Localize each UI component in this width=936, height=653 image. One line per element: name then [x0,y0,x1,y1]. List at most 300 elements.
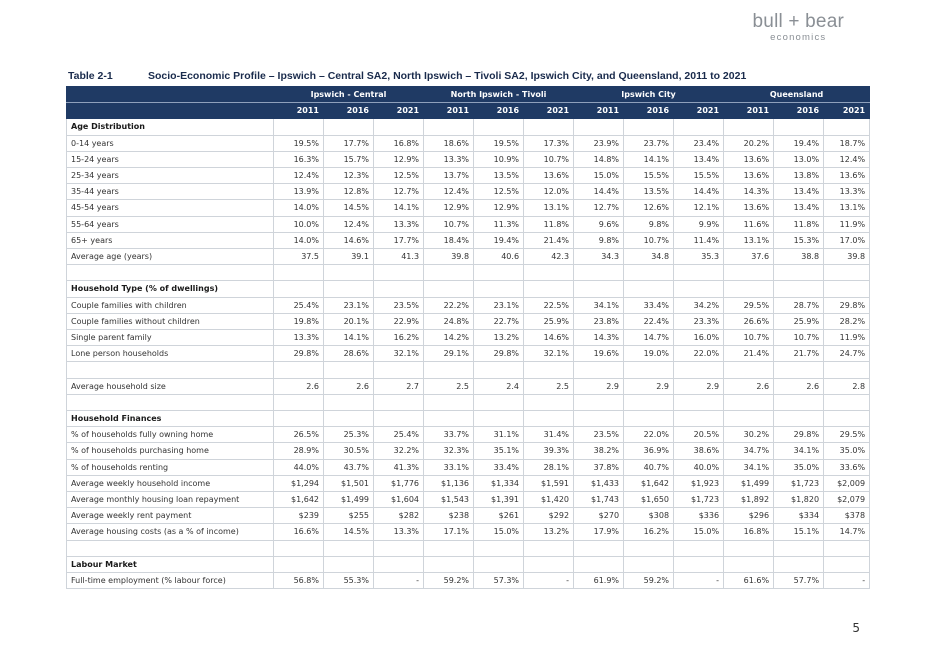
table-cell [824,540,870,556]
table-cell [324,119,374,135]
table-cell [724,281,774,297]
table-row [67,427,870,443]
table-cell [524,556,574,572]
year-header: 2011 [724,103,774,119]
table-cell: 13.3% [424,151,474,167]
table-cell: 33.1% [424,459,474,475]
table-cell: 17.0% [824,232,870,248]
table-cell: 13.6% [824,168,870,184]
table-cell: 11.9% [824,216,870,232]
row-label: % of households renting [67,459,274,475]
table-cell: 23.3% [674,313,724,329]
table-cell [574,411,624,427]
table-cell: 61.6% [724,573,774,589]
table-cell: 9.8% [574,232,624,248]
table-cell: 13.9% [274,184,324,200]
table-cell: 2.5 [424,378,474,394]
table-cell [474,394,524,410]
table-row [67,135,870,151]
table-cell: $282 [374,508,424,524]
table-cell [624,540,674,556]
table-cell: $1,501 [324,475,374,491]
row-label: Average household size [67,378,274,394]
table-cell [524,411,574,427]
table-cell: 12.4% [274,168,324,184]
table-row [67,232,870,248]
table-cell: 2.8 [824,378,870,394]
year-header: 2016 [774,103,824,119]
table-cell [824,265,870,281]
table-cell: 29.1% [424,346,474,362]
company-logo [753,12,844,44]
logo-wordmark: bull + bear [752,11,844,32]
row-label: 15-24 years [67,151,274,167]
table-cell: 34.3 [574,249,624,265]
table-cell [374,265,424,281]
table-cell [624,556,674,572]
table-cell: 13.3% [824,184,870,200]
table-cell: 12.8% [324,184,374,200]
table-cell: 14.6% [524,330,574,346]
table-row [67,151,870,167]
table-row [67,459,870,475]
table-cell: $1,642 [274,492,324,508]
table-cell: 10.0% [274,216,324,232]
table-cell: 2.6 [274,378,324,394]
table-cell: 11.8% [524,216,574,232]
table-cell [624,265,674,281]
table-cell: 22.2% [424,297,474,313]
table-title: Socio-Economic Profile – Ipswich – Central SA2, North Ipswich – Tivoli SA2, Ipswich City, and Queensland, 2011 to 2021 [148,70,747,82]
table-cell: 24.8% [424,313,474,329]
table-cell: 37.5 [274,249,324,265]
table-cell: $1,776 [374,475,424,491]
table-cell: 44.0% [274,459,324,475]
table-cell: 14.6% [324,232,374,248]
table-cell [474,281,524,297]
table-cell: $270 [574,508,624,524]
row-label [67,540,274,556]
table-cell [624,411,674,427]
table-cell: 41.3 [374,249,424,265]
table-cell: 39.8 [424,249,474,265]
table-cell: 19.6% [574,346,624,362]
table-cell [474,362,524,378]
table-cell: 13.8% [774,168,824,184]
table-cell: - [524,573,574,589]
table-cell: 13.4% [774,184,824,200]
row-label: 25-34 years [67,168,274,184]
year-header: 2011 [574,103,624,119]
table-cell [274,119,324,135]
table-cell [374,119,424,135]
table-cell [774,119,824,135]
table-cell: 11.8% [774,216,824,232]
table-cell: 18.6% [424,135,474,151]
table-cell: 14.7% [824,524,870,540]
table-cell [724,394,774,410]
table-cell: 35.1% [474,443,524,459]
table-cell: 35.0% [774,459,824,475]
table-cell: 16.8% [724,524,774,540]
section-heading: Labour Market [67,556,274,572]
row-label: 55-64 years [67,216,274,232]
table-cell: 33.4% [624,297,674,313]
table-cell: 25.9% [524,313,574,329]
table-cell [674,394,724,410]
table-cell: 12.4% [424,184,474,200]
table-cell [774,265,824,281]
year-header: 2021 [824,103,870,119]
table-cell [274,540,324,556]
table-cell: 25.9% [774,313,824,329]
year-header: 2021 [524,103,574,119]
table-cell: 2.6 [774,378,824,394]
table-cell: 38.6% [674,443,724,459]
section-row [67,119,870,135]
table-row [67,249,870,265]
table-cell [724,540,774,556]
year-header: 2011 [274,103,324,119]
table-row [67,200,870,216]
table-cell: $296 [724,508,774,524]
table-cell: $1,334 [474,475,524,491]
table-cell: 11.4% [674,232,724,248]
table-cell: 34.2% [674,297,724,313]
table-cell [774,540,824,556]
table-cell: 12.9% [424,200,474,216]
table-row [67,346,870,362]
table-cell: 25.4% [374,427,424,443]
table-cell [724,265,774,281]
table-cell: 11.9% [824,330,870,346]
table-cell [274,281,324,297]
table-cell: 21.4% [524,232,574,248]
table-cell: 13.6% [524,168,574,184]
table-cell: $1,743 [574,492,624,508]
table-cell: 24.7% [824,346,870,362]
table-body [67,119,870,589]
table-cell: $261 [474,508,524,524]
table-cell: 17.3% [524,135,574,151]
column-group-header: Queensland [724,87,870,103]
table-cell: 33.4% [474,459,524,475]
table-cell: 25.4% [274,297,324,313]
row-label: 0-14 years [67,135,274,151]
table-cell: - [374,573,424,589]
table-cell [574,265,624,281]
table-cell: 12.5% [374,168,424,184]
table-row [67,184,870,200]
table-cell [324,362,374,378]
table-cell: 23.1% [474,297,524,313]
year-header: 2011 [424,103,474,119]
table-cell: 2.7 [374,378,424,394]
table-cell [524,281,574,297]
table-cell: 38.8 [774,249,824,265]
table-cell: 13.3% [374,524,424,540]
table-cell: 10.7% [524,151,574,167]
table-cell [424,411,474,427]
table-row [67,313,870,329]
table-cell: $238 [424,508,474,524]
table-cell: 2.4 [474,378,524,394]
table-cell: 36.9% [624,443,674,459]
table-cell: 15.0% [474,524,524,540]
table-cell: 39.8 [824,249,870,265]
table-cell: 15.1% [774,524,824,540]
table-cell: 31.1% [474,427,524,443]
table-cell: 31.4% [524,427,574,443]
table-cell: 28.7% [774,297,824,313]
table-cell [274,556,324,572]
table-cell: 12.4% [824,151,870,167]
column-group-header: North Ipswich - Tivoli [424,87,574,103]
table-cell [324,556,374,572]
table-cell: 14.1% [374,200,424,216]
table-caption [68,70,746,82]
table-cell: 33.6% [824,459,870,475]
table-cell [524,540,574,556]
table-cell: 23.5% [574,427,624,443]
table-cell: 12.0% [524,184,574,200]
table-cell: 30.2% [724,427,774,443]
table-cell [424,119,474,135]
table-cell: 2.5 [524,378,574,394]
table-cell [774,362,824,378]
spacer-row [67,394,870,410]
table-cell: $1,723 [774,475,824,491]
year-header: 2021 [674,103,724,119]
table-cell [324,540,374,556]
row-label [67,265,274,281]
table-cell: 28.9% [274,443,324,459]
table-cell: 40.0% [674,459,724,475]
table-row [67,168,870,184]
table-cell: 55.3% [324,573,374,589]
table-cell: 10.7% [724,330,774,346]
table-cell: 23.8% [574,313,624,329]
table-cell: 59.2% [624,573,674,589]
table-cell: $1,820 [774,492,824,508]
header-corner [67,103,274,119]
table-cell [324,411,374,427]
table-cell [674,265,724,281]
table-cell [624,394,674,410]
table-cell [724,556,774,572]
table-cell: $1,294 [274,475,324,491]
table-cell: 16.3% [274,151,324,167]
row-label: Average age (years) [67,249,274,265]
table-cell: 19.5% [474,135,524,151]
table-cell: 34.7% [724,443,774,459]
table-cell: 14.8% [574,151,624,167]
table-cell [724,119,774,135]
table-cell: $378 [824,508,870,524]
table-cell: 12.7% [574,200,624,216]
table-cell: 22.7% [474,313,524,329]
table-cell: 11.3% [474,216,524,232]
header-corner [67,87,274,103]
socio-economic-table [66,86,870,589]
table-cell: 29.8% [824,297,870,313]
table-cell: 41.3% [374,459,424,475]
table-cell [824,556,870,572]
table-cell: 32.3% [424,443,474,459]
table-cell: 32.1% [524,346,574,362]
section-row [67,411,870,427]
table-cell: 14.5% [324,200,374,216]
table-cell: $2,079 [824,492,870,508]
table-group-header [67,87,870,103]
table-cell: 18.4% [424,232,474,248]
table-cell: 13.2% [524,524,574,540]
table-cell: 12.7% [374,184,424,200]
table-cell: 17.9% [574,524,624,540]
table-cell: 14.3% [724,184,774,200]
table-cell [474,540,524,556]
table-cell: $1,650 [624,492,674,508]
row-label [67,394,274,410]
table-cell: 37.8% [574,459,624,475]
table-cell: 15.0% [674,524,724,540]
table-cell: $239 [274,508,324,524]
year-header: 2016 [474,103,524,119]
table-cell: 35.0% [824,443,870,459]
table-cell: 10.7% [624,232,674,248]
table-cell: $1,499 [724,475,774,491]
table-cell: 56.8% [274,573,324,589]
table-cell: 13.0% [774,151,824,167]
table-cell [574,281,624,297]
table-cell: 33.7% [424,427,474,443]
row-label: Average housing costs (as a % of income) [67,524,274,540]
table-cell [674,119,724,135]
table-cell: 9.6% [574,216,624,232]
table-cell: 22.9% [374,313,424,329]
row-label: Full-time employment (% labour force) [67,573,274,589]
table-cell: 12.5% [474,184,524,200]
spacer-row [67,540,870,556]
table-cell [674,540,724,556]
table-cell [374,556,424,572]
table-cell: $1,591 [524,475,574,491]
section-row [67,281,870,297]
section-row [67,556,870,572]
table-cell: 59.2% [424,573,474,589]
table-cell: 28.1% [524,459,574,475]
table-cell: 10.7% [774,330,824,346]
table-row [67,524,870,540]
table-cell: 29.8% [474,346,524,362]
table-cell: 14.4% [574,184,624,200]
table-cell: $2,009 [824,475,870,491]
table-cell: 35.3 [674,249,724,265]
table-cell: 13.3% [374,216,424,232]
table-cell: 38.2% [574,443,624,459]
row-label: Average weekly household income [67,475,274,491]
table-cell: 14.5% [324,524,374,540]
row-label: 65+ years [67,232,274,248]
table-cell: 9.8% [624,216,674,232]
table-cell: 37.6 [724,249,774,265]
table-cell: 14.1% [324,330,374,346]
table-cell [424,394,474,410]
table-cell: 17.1% [424,524,474,540]
table-cell: 17.7% [374,232,424,248]
table-row [67,378,870,394]
table-cell [724,411,774,427]
spacer-row [67,265,870,281]
table-cell: 29.5% [824,427,870,443]
table-cell: 13.5% [474,168,524,184]
table-cell [774,281,824,297]
table-cell: 22.0% [624,427,674,443]
table-cell: $1,136 [424,475,474,491]
row-label: Single parent family [67,330,274,346]
table-cell: 16.2% [374,330,424,346]
table-cell: 34.1% [574,297,624,313]
table-cell [424,281,474,297]
table-row [67,443,870,459]
table-cell: 40.6 [474,249,524,265]
year-header: 2021 [374,103,424,119]
table-cell: 21.7% [774,346,824,362]
table-cell [624,281,674,297]
table-cell: 57.7% [774,573,824,589]
row-label: % of households purchasing home [67,443,274,459]
table-year-header [67,103,870,119]
table-cell [724,362,774,378]
table-cell: 23.4% [674,135,724,151]
table-row [67,475,870,491]
table-row [67,330,870,346]
table-cell [824,119,870,135]
table-cell: 12.4% [324,216,374,232]
table-cell [474,119,524,135]
table-cell: 15.7% [324,151,374,167]
spacer-row [67,362,870,378]
table-cell: 2.9 [674,378,724,394]
table-cell: $1,723 [674,492,724,508]
table-cell: 25.3% [324,427,374,443]
section-heading: Household Finances [67,411,274,427]
table-cell: $292 [524,508,574,524]
table-cell: 15.5% [624,168,674,184]
table-cell: 39.3% [524,443,574,459]
table-cell: 34.1% [724,459,774,475]
table-cell: 14.0% [274,232,324,248]
table-cell: 17.7% [324,135,374,151]
table-cell: 12.1% [674,200,724,216]
table-cell: 39.1 [324,249,374,265]
logo-tagline: economics [770,32,827,43]
table-cell: 16.0% [674,330,724,346]
table-cell: 34.1% [774,443,824,459]
table-cell: 16.2% [624,524,674,540]
table-cell: 22.0% [674,346,724,362]
table-cell [424,362,474,378]
table-cell: 11.6% [724,216,774,232]
table-cell: 13.6% [724,168,774,184]
table-cell: 21.4% [724,346,774,362]
row-label: 35-44 years [67,184,274,200]
table-cell: 13.6% [724,200,774,216]
table-cell [274,411,324,427]
table-cell: 2.9 [574,378,624,394]
table-cell: 19.4% [774,135,824,151]
table-cell: 10.9% [474,151,524,167]
